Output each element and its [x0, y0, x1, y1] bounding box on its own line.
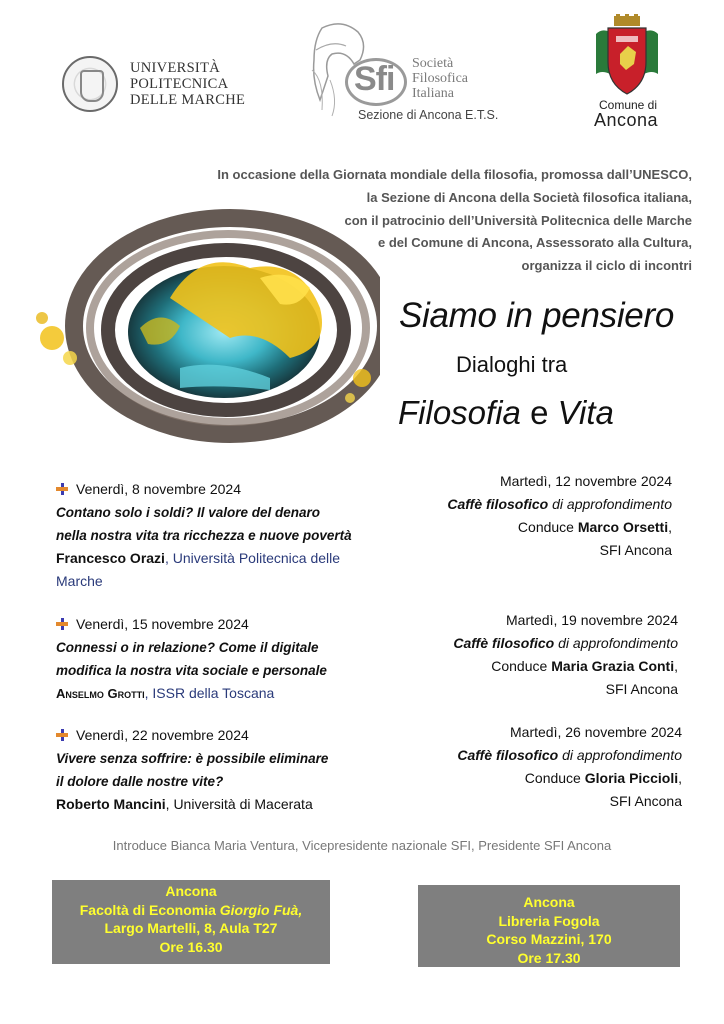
host-name: Marco Orsetti	[577, 519, 669, 535]
host-name: Maria Grazia Conti	[551, 658, 675, 674]
cafe-line	[402, 744, 682, 767]
venue-time: Ore 17.30	[517, 949, 581, 966]
event-affiliation: , Università Politecnica delle	[164, 550, 341, 566]
introduction-credit: Introduce Bianca Maria Ventura, Vicepresidente nazionale SFI, Presidente SFI Ancona	[112, 838, 612, 853]
event-speaker-row	[56, 547, 376, 570]
event-question: Vivere senza soffrire: è possibile eliminare	[56, 751, 329, 766]
event-tuesday-2	[398, 609, 678, 701]
painted-portal-artwork	[30, 208, 380, 448]
event-speaker-row	[56, 793, 376, 816]
conduce-label: Conduce	[517, 519, 578, 535]
sfi-monogram: Sfi	[354, 60, 395, 98]
event-affiliation: , ISSR della Toscana	[144, 685, 275, 701]
event-tuesday-1	[392, 470, 672, 562]
ancona-crest-logo	[592, 14, 662, 96]
subtitle: Dialoghi tra	[456, 352, 568, 377]
event-date-row	[56, 478, 376, 501]
venue-time: Ore 16.30	[159, 938, 223, 955]
cross-bullet-icon	[56, 729, 70, 741]
event-speaker: Roberto Mancini	[56, 796, 166, 812]
host-org: SFI Ancona	[599, 542, 672, 558]
topic-life: Vita	[557, 394, 614, 431]
comune-label: Comune di	[598, 98, 658, 112]
sfi-name-line: Società	[412, 56, 454, 71]
cafe-label: Caffè filosofico	[453, 635, 555, 651]
sfi-name-line: Filosofica	[412, 71, 468, 86]
university-name-line: DELLE MARCHE	[130, 92, 246, 108]
topic-title	[398, 394, 614, 432]
event-question: modifica la nostra vita sociale e personale	[56, 663, 327, 678]
venue-address: Corso Mazzini, 170	[486, 931, 612, 947]
host-line: Conduce Marco Orsetti,	[517, 519, 672, 535]
cafe-description: di approfondimento	[554, 635, 678, 651]
cafe-label: Caffè filosofico	[447, 496, 549, 512]
host-name: Gloria Piccioli	[584, 770, 679, 786]
venue-city: Ancona	[523, 894, 575, 910]
sfi-full-name	[412, 56, 468, 101]
host-org: SFI Ancona	[605, 681, 678, 697]
conduce-label: Conduce	[491, 658, 552, 674]
event-friday-1	[56, 478, 376, 593]
host-org: SFI Ancona	[609, 793, 682, 809]
event-date: Martedì, 12 novembre 2024	[500, 473, 672, 489]
topic-and: e	[530, 394, 549, 431]
event-date: Venerdì, 8 novembre 2024	[76, 481, 242, 497]
cafe-label: Caffè filosofico	[457, 747, 559, 763]
event-date-row	[56, 613, 376, 636]
intro-line: In occasione della Giornata mondiale della filosofia, promossa dall’UNESCO,	[217, 167, 692, 182]
event-question: Contano solo i soldi? Il valore del denaro	[56, 505, 321, 520]
cafe-line	[398, 632, 678, 655]
cross-bullet-icon	[56, 618, 70, 630]
cafe-description: di approfondimento	[548, 496, 672, 512]
venue-place: Libreria Fogola	[498, 912, 600, 929]
event-date: Martedì, 19 novembre 2024	[506, 612, 678, 628]
event-tuesday-3	[402, 721, 682, 813]
venue-box-economia	[52, 880, 330, 964]
sfi-name-line: Italiana	[412, 86, 454, 101]
main-title: Siamo in pensiero	[398, 296, 674, 335]
event-speaker-row	[56, 682, 376, 705]
topic-philosophy: Filosofia	[398, 394, 521, 431]
venue-box-libreria	[418, 885, 680, 967]
event-date-row	[56, 724, 376, 747]
event-speaker: Anselmo Grotti	[56, 686, 145, 701]
host-line: Conduce Maria Grazia Conti,	[491, 658, 678, 674]
intro-line: con il patrocinio dell’Università Politecnica delle Marche	[344, 212, 692, 228]
event-affiliation: , Università di Macerata	[165, 796, 313, 812]
event-question: il dolore dalle nostre vite?	[56, 774, 224, 789]
venue-place-italic: Giorgio Fuà,	[219, 901, 303, 918]
event-friday-2	[56, 613, 376, 705]
cafe-description: di approfondimento	[558, 747, 682, 763]
event-question: nella nostra vita tra ricchezza e nuove povertà	[56, 528, 352, 543]
venue-place	[52, 901, 330, 920]
event-date: Venerdì, 22 novembre 2024	[76, 727, 249, 743]
host-line: Conduce Gloria Piccioli,	[524, 770, 682, 786]
university-name	[130, 60, 245, 108]
event-question: Connessi o in relazione? Come il digitale	[56, 640, 319, 655]
venue-place-name: Facoltà di Economia	[79, 901, 220, 918]
venue-city: Ancona	[165, 883, 217, 899]
intro-line: la Sezione di Ancona della Società filosofica italiana,	[366, 189, 692, 205]
university-name-line: POLITECNICA	[130, 76, 229, 92]
cross-bullet-icon	[56, 483, 70, 495]
event-date: Venerdì, 15 novembre 2024	[76, 616, 249, 632]
university-name-line: UNIVERSITÀ	[130, 60, 220, 76]
comune-name: Ancona	[593, 110, 659, 130]
cafe-line	[392, 493, 672, 516]
conduce-label: Conduce	[524, 770, 585, 786]
intro-line: e del Comune di Ancona, Assessorato alla Cultura,	[378, 235, 692, 251]
intro-line: organizza il ciclo di incontri	[521, 258, 692, 274]
event-date: Martedì, 26 novembre 2024	[510, 724, 682, 740]
venue-address: Largo Martelli, 8, Aula T27	[104, 920, 278, 936]
event-speaker: Francesco Orazi	[56, 550, 165, 566]
event-affiliation: Marche	[56, 573, 103, 589]
event-friday-3	[56, 724, 376, 816]
university-seal-logo	[62, 56, 118, 112]
sfi-section: Sezione di Ancona E.T.S.	[358, 108, 499, 122]
